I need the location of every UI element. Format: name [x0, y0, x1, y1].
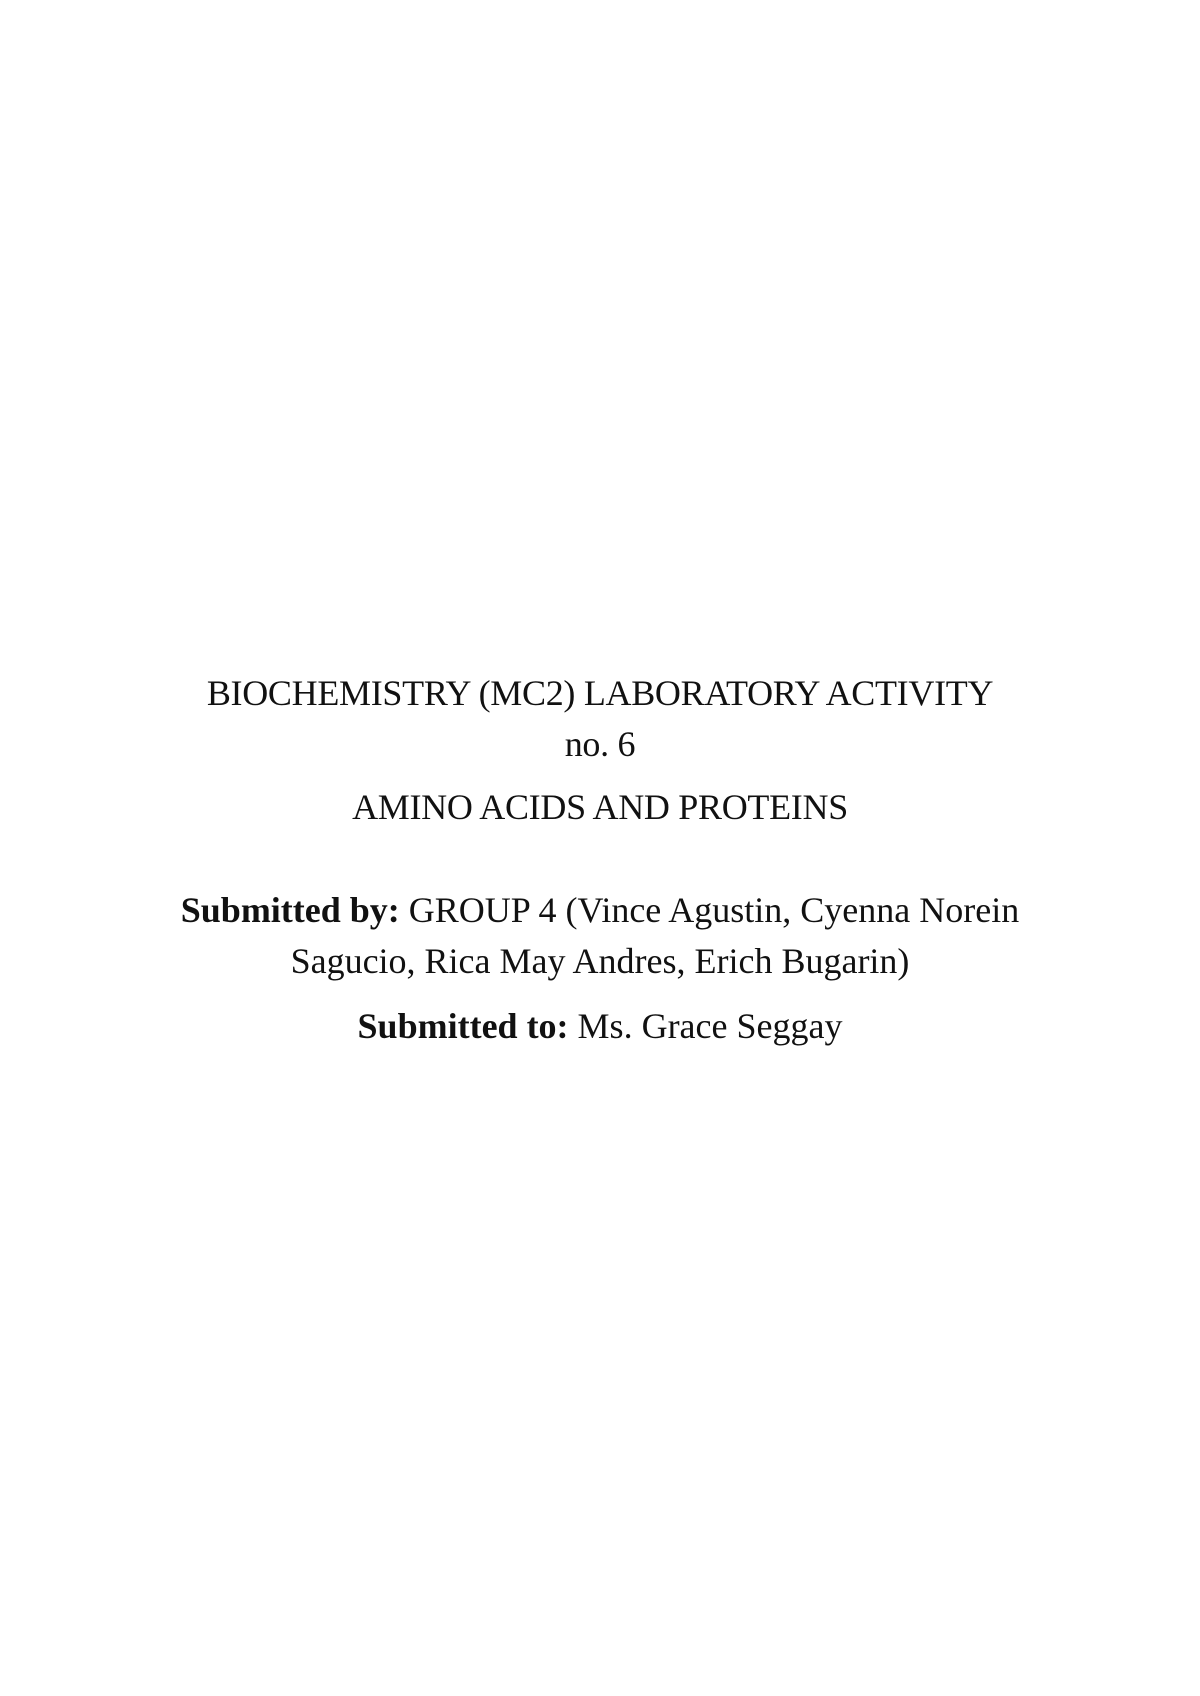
submitted-to-label: Submitted to:	[357, 1006, 569, 1046]
activity-subtitle: AMINO ACIDS AND PROTEINS	[352, 787, 848, 827]
activity-title-line-1: BIOCHEMISTRY (MC2) LABORATORY ACTIVITY	[206, 673, 994, 713]
submitted-to-value: Ms. Grace Seggay	[577, 1006, 843, 1046]
activity-title	[150, 668, 1050, 770]
submitted-by-value: GROUP 4 (Vince Agustin, Cyenna Norein Sagucio, Rica May Andres, Erich Bugarin)	[290, 890, 1020, 981]
cover-block	[150, 668, 1050, 1052]
submitted-by	[180, 885, 1020, 987]
activity-title-line-2: no. 6	[564, 724, 636, 764]
submitted-by-label: Submitted by:	[180, 890, 400, 930]
submitted-to	[150, 1001, 1050, 1052]
